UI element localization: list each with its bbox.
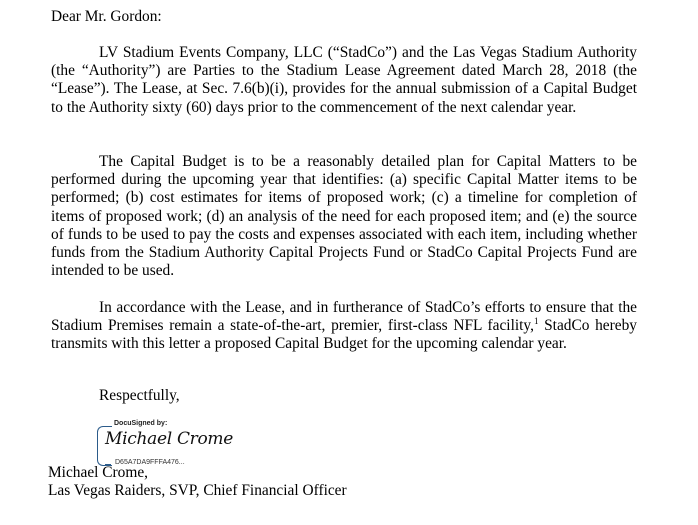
docusign-signature-block (97, 418, 237, 468)
paragraph-capital-budget (51, 153, 637, 280)
signer-name: Michael Crome, (48, 464, 149, 481)
docusigned-label: DocuSigned by: (114, 420, 168, 427)
paragraph-text: The Capital Budget is to be a reasonably detailed plan for Capital Matters to be performed during the upcoming year that identifies: (a) specific Capital Matter items to be performed; (b) cost estimates for items of proposed work; (c) a timeline for completion of items of proposed work; (d) an analysis of the need for each proposed item; and (e) the source of funds to be used to pay the costs and expenses associated with each item, including whether funds from the Stadium Authority Capital Projects Fund or StadCo Capital Projects Fund are intended to be used. (51, 153, 637, 280)
envelope-id: D65A7DA9FFFA476... (115, 459, 185, 466)
handwritten-signature: Michael Crome (105, 429, 233, 449)
signer-title: Las Vegas Raiders, SVP, Chief Financial Officer (48, 482, 347, 499)
paragraph-transmittal (51, 299, 637, 354)
paragraph-text: StadCo hereby transmits with this letter a proposed Capital Budget for the upcoming calendar year. (51, 317, 637, 353)
paragraph-text: In accordance with the Lease, and in furtherance of StadCo’s efforts to ensure that the Stadium Premises remain a state-of-the-art, premier, first-class NFL facility, (51, 299, 637, 335)
paragraph-lease-intro (51, 44, 637, 117)
salutation: Dear Mr. Gordon: (51, 8, 162, 25)
closing: Respectfully, (99, 387, 180, 404)
paragraph-text: LV Stadium Events Company, LLC (“StadCo”) and the Las Vegas Stadium Authority (the “Authority”) are Parties to the Stadium Lease Agreement dated March 28, 2018 (the “Lease”). The Lease, at Sec. 7.6(b)(i), provides for the annual submission of a Capital Budget to the Authority sixty (60) days prior to the commencement of the next calendar year. (51, 44, 637, 116)
signer-block (48, 464, 347, 500)
footnote-marker[interactable]: 1 (533, 316, 539, 327)
